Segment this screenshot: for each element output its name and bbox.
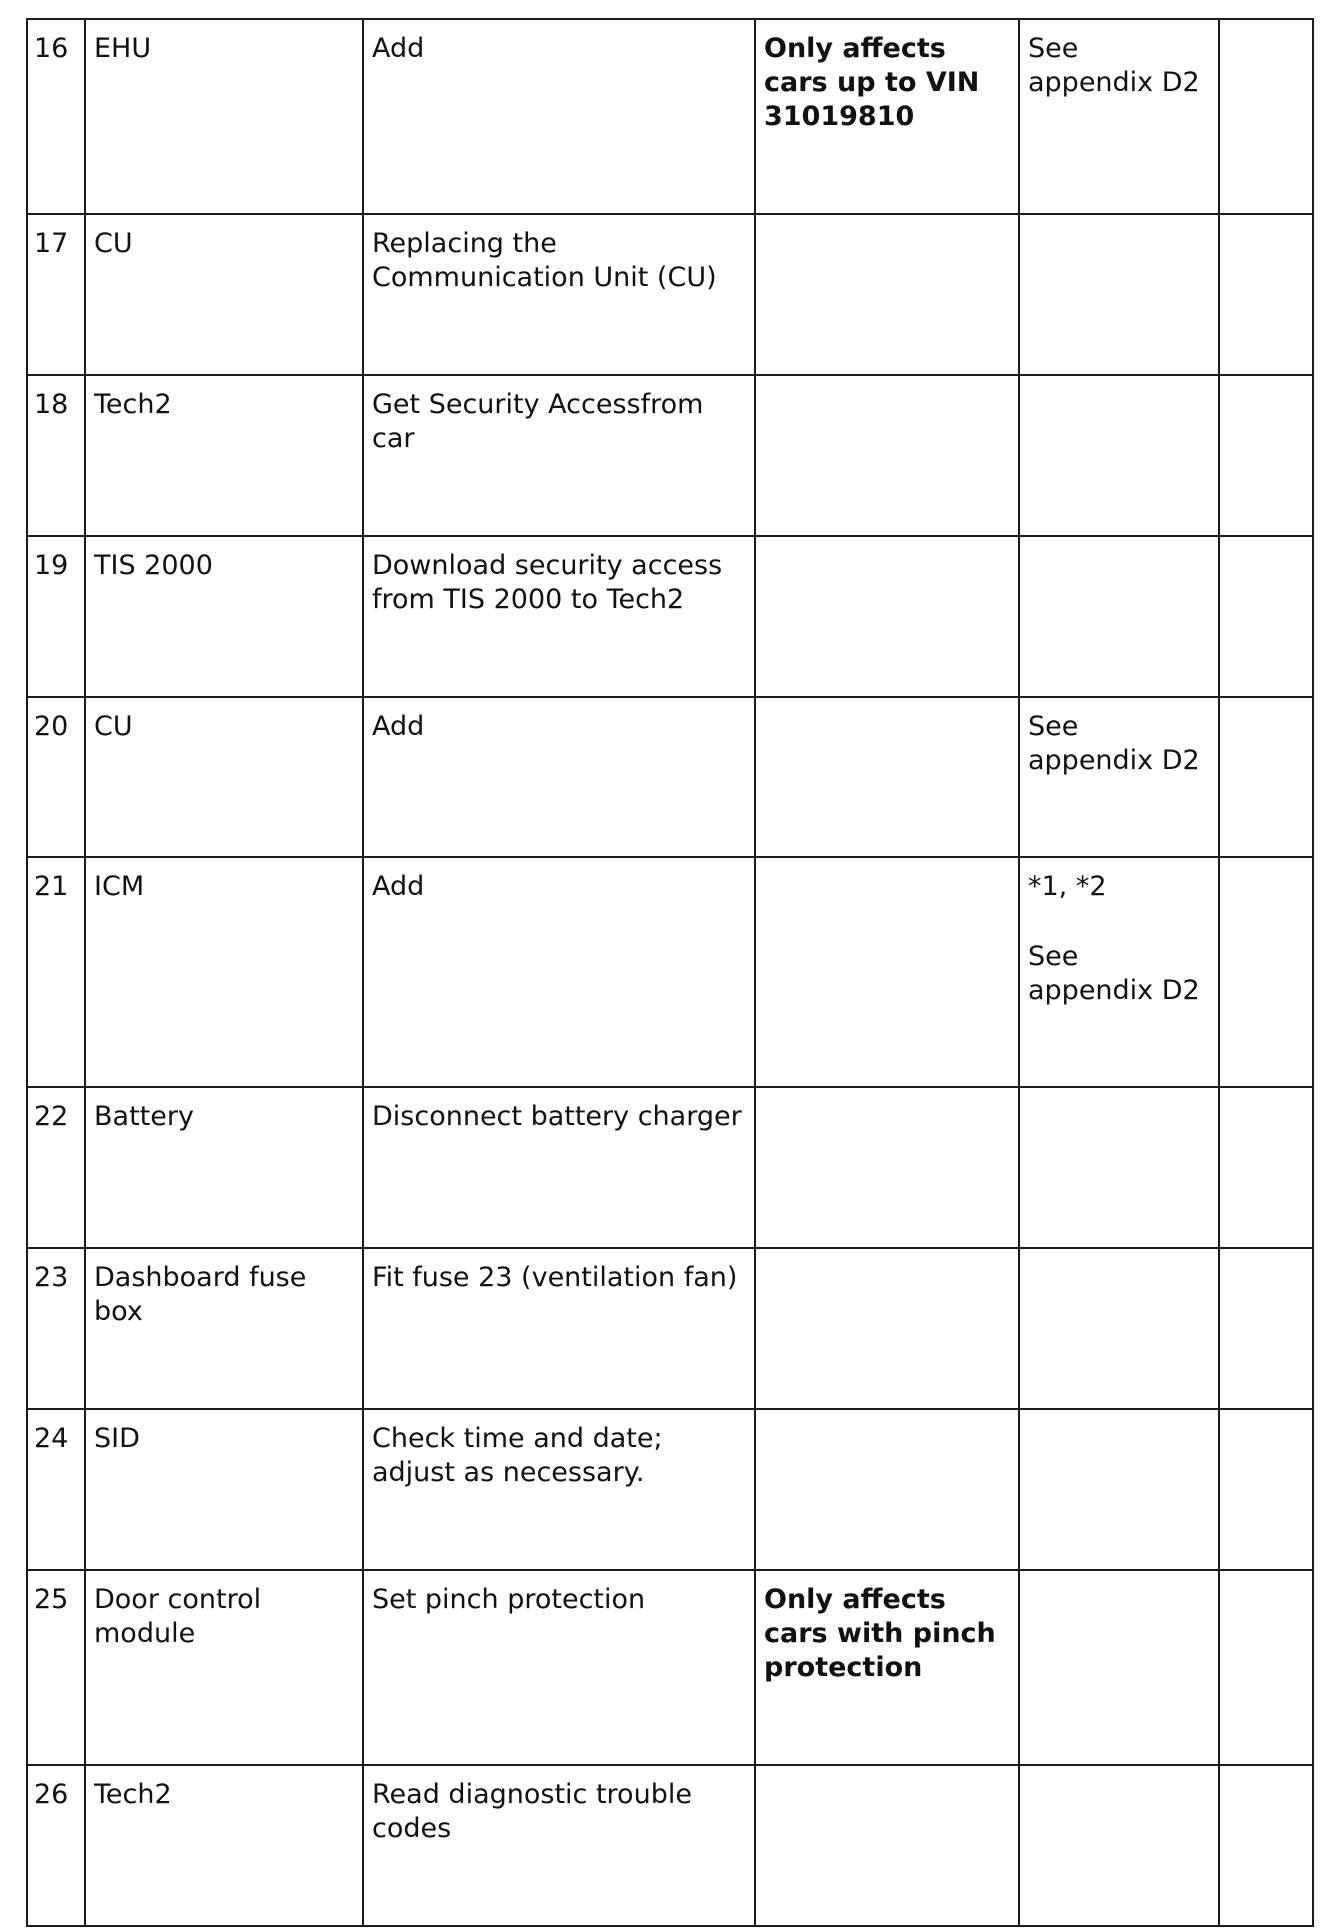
table-row <box>27 1248 1313 1409</box>
note-text: See appendix D2 <box>1028 711 1200 776</box>
extra-cell <box>1219 697 1313 857</box>
action-cell: Read diagnostic trouble codes <box>363 1765 755 1926</box>
extra-cell <box>1219 1409 1313 1570</box>
condition-cell: Only affects cars with pinch protection <box>755 1570 1019 1765</box>
notes-cell <box>1019 697 1219 857</box>
step-number-cell: 19 <box>27 536 85 697</box>
table-row <box>27 1765 1313 1926</box>
notes-cell <box>1019 857 1219 1087</box>
action-cell: Fit fuse 23 (ventilation fan) <box>363 1248 755 1409</box>
component-cell: Door control module <box>85 1570 363 1765</box>
step-number-cell: 22 <box>27 1087 85 1248</box>
condition-cell <box>755 536 1019 697</box>
component-cell: TIS 2000 <box>85 536 363 697</box>
component-cell: SID <box>85 1409 363 1570</box>
condition-cell <box>755 697 1019 857</box>
condition-cell <box>755 1765 1019 1926</box>
table-row <box>27 857 1313 1087</box>
table-row <box>27 375 1313 536</box>
extra-cell <box>1219 214 1313 375</box>
condition-cell <box>755 214 1019 375</box>
table-row <box>27 1409 1313 1570</box>
condition-cell <box>755 857 1019 1087</box>
action-cell: Add <box>363 857 755 1087</box>
condition-cell <box>755 1087 1019 1248</box>
notes-cell <box>1019 1570 1219 1765</box>
action-cell: Set pinch protection <box>363 1570 755 1765</box>
component-cell: EHU <box>85 19 363 214</box>
extra-cell <box>1219 19 1313 214</box>
notes-cell <box>1019 1409 1219 1570</box>
table-row <box>27 19 1313 214</box>
action-cell: Check time and date; adjust as necessary. <box>363 1409 755 1570</box>
component-cell: Tech2 <box>85 375 363 536</box>
condition-cell <box>755 375 1019 536</box>
condition-cell <box>755 1409 1019 1570</box>
extra-cell <box>1219 536 1313 697</box>
action-cell: Download security access from TIS 2000 to Tech2 <box>363 536 755 697</box>
component-cell: CU <box>85 697 363 857</box>
notes-cell <box>1019 214 1219 375</box>
procedure-table <box>26 18 1314 1927</box>
notes-cell <box>1019 1248 1219 1409</box>
step-number-cell: 21 <box>27 857 85 1087</box>
step-number-cell: 20 <box>27 697 85 857</box>
table-row <box>27 1570 1313 1765</box>
action-cell: Get Security Accessfrom car <box>363 375 755 536</box>
table-row <box>27 1087 1313 1248</box>
condition-cell: Only affects cars up to VIN 31019810 <box>755 19 1019 214</box>
extra-cell <box>1219 375 1313 536</box>
step-number-cell: 26 <box>27 1765 85 1926</box>
action-cell: Add <box>363 697 755 857</box>
extra-cell <box>1219 857 1313 1087</box>
extra-cell <box>1219 1765 1313 1926</box>
step-number-cell: 24 <box>27 1409 85 1570</box>
extra-cell <box>1219 1570 1313 1765</box>
note-spacer <box>1028 904 1210 940</box>
step-number-cell: 17 <box>27 214 85 375</box>
table-row <box>27 536 1313 697</box>
notes-cell <box>1019 1765 1219 1926</box>
component-cell: Battery <box>85 1087 363 1248</box>
note-text: *1, *2 <box>1028 871 1107 902</box>
step-number-cell: 18 <box>27 375 85 536</box>
notes-cell <box>1019 536 1219 697</box>
step-number-cell: 25 <box>27 1570 85 1765</box>
condition-cell <box>755 1248 1019 1409</box>
component-cell: Dashboard fuse box <box>85 1248 363 1409</box>
component-cell: ICM <box>85 857 363 1087</box>
note-text: See appendix D2 <box>1028 33 1200 98</box>
extra-cell <box>1219 1248 1313 1409</box>
note-text: See appendix D2 <box>1028 941 1200 1006</box>
table-row <box>27 697 1313 857</box>
action-cell: Add <box>363 19 755 214</box>
notes-cell <box>1019 19 1219 214</box>
action-cell: Disconnect battery charger <box>363 1087 755 1248</box>
component-cell: CU <box>85 214 363 375</box>
action-cell: Replacing the Communication Unit (CU) <box>363 214 755 375</box>
extra-cell <box>1219 1087 1313 1248</box>
step-number-cell: 23 <box>27 1248 85 1409</box>
notes-cell <box>1019 1087 1219 1248</box>
table-body <box>27 19 1313 1926</box>
table-row <box>27 214 1313 375</box>
step-number-cell: 16 <box>27 19 85 214</box>
component-cell: Tech2 <box>85 1765 363 1926</box>
notes-cell <box>1019 375 1219 536</box>
